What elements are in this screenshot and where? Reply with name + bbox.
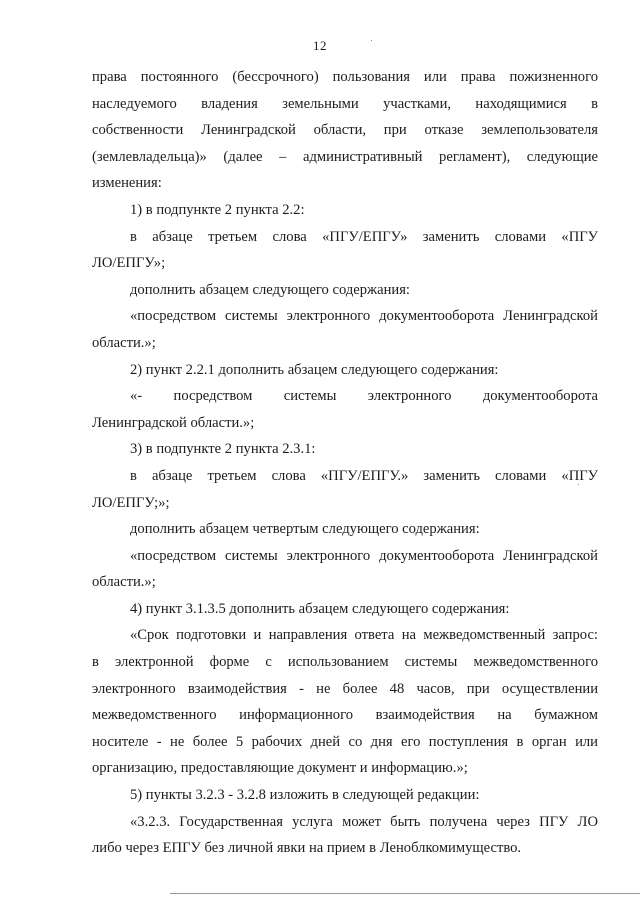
paragraph [92, 357, 598, 384]
text-line: права постоянного (бессрочного) пользования или права пожизненного [92, 69, 598, 85]
text-line: 1) в подпункте 2 пункта 2.2: [130, 201, 305, 218]
text-line: наследуемого владения земельными участками, находящимися в [92, 95, 598, 112]
text-line: ЛО/ЕПГУ»; [92, 255, 166, 272]
text-line: дополнить абзацем четвертым следующего содержания: [130, 521, 480, 538]
paragraph [92, 436, 598, 463]
text-line: Ленинградской области.»; [92, 414, 255, 431]
paragraph [92, 383, 598, 436]
text-line: 3) в подпункте 2 пункта 2.3.1: [130, 441, 316, 458]
text-line: в электронной форме с использованием системы межведомственного [92, 654, 598, 671]
paragraph [92, 809, 598, 862]
text-line: носителе - не более 5 рабочих дней со дня его поступления в орган или [92, 733, 598, 750]
text-line: «- посредством системы электронного документооборота [130, 388, 598, 405]
paragraph [92, 303, 598, 356]
paragraph [92, 224, 598, 277]
text-line: в абзаце третьем слова «ПГУ/ЕПГУ» заменить словами «ПГУ [130, 228, 598, 245]
text-line: организацию, предоставляющие документ и информацию.»; [92, 760, 468, 777]
text-line: изменения: [92, 175, 162, 192]
paragraph [92, 622, 598, 782]
scan-speck [578, 484, 579, 485]
paragraph [92, 64, 598, 197]
paragraph [92, 596, 598, 623]
text-line: области.»; [92, 574, 156, 591]
text-line: в абзаце третьем слова «ПГУ/ЕПГУ.» заменить словами «ПГУ [130, 467, 598, 484]
text-line: ЛО/ЕПГУ;»; [92, 494, 170, 511]
paragraph [92, 463, 598, 516]
text-line: либо через ЕПГУ без личной явки на прием в Леноблкомимущество. [92, 840, 522, 857]
text-line: «посредством системы электронного документооборота Ленинградской [130, 547, 598, 564]
paragraph [92, 277, 598, 304]
text-line: 4) пункт 3.1.3.5 дополнить абзацем следующего содержания: [130, 600, 510, 617]
text-line: области.»; [92, 334, 156, 351]
text-line: межведомственного информационного взаимодействия на бумажном [92, 707, 598, 724]
page-bottom-rule [170, 893, 640, 894]
text-line: «Срок подготовки и направления ответа на межведомственный запрос: [130, 627, 598, 644]
paragraph [92, 782, 598, 809]
text-line: «3.2.3. Государственная услуга может быть получена через ПГУ ЛО [130, 813, 598, 830]
text-line: «посредством системы электронного документооборота Ленинградской [130, 308, 598, 325]
text-line: электронного взаимодействия - не более 48 часов, при осуществлении [92, 680, 598, 697]
text-line: дополнить абзацем следующего содержания: [130, 281, 410, 298]
scan-speck [371, 40, 372, 41]
page-number: 12 [313, 38, 327, 53]
text-line: собственности Ленинградской области, при отказе землепользователя [92, 122, 598, 139]
paragraph [92, 543, 598, 596]
text-line: (землевладельца)» (далее – административный регламент), следующие [92, 148, 598, 165]
text-line: 5) пункты 3.2.3 - 3.2.8 изложить в следующей редакции: [130, 787, 480, 804]
paragraph [92, 197, 598, 224]
paragraph [92, 516, 598, 543]
text-line: 2) пункт 2.2.1 дополнить абзацем следующего содержания: [130, 361, 499, 378]
document-body [92, 64, 598, 862]
